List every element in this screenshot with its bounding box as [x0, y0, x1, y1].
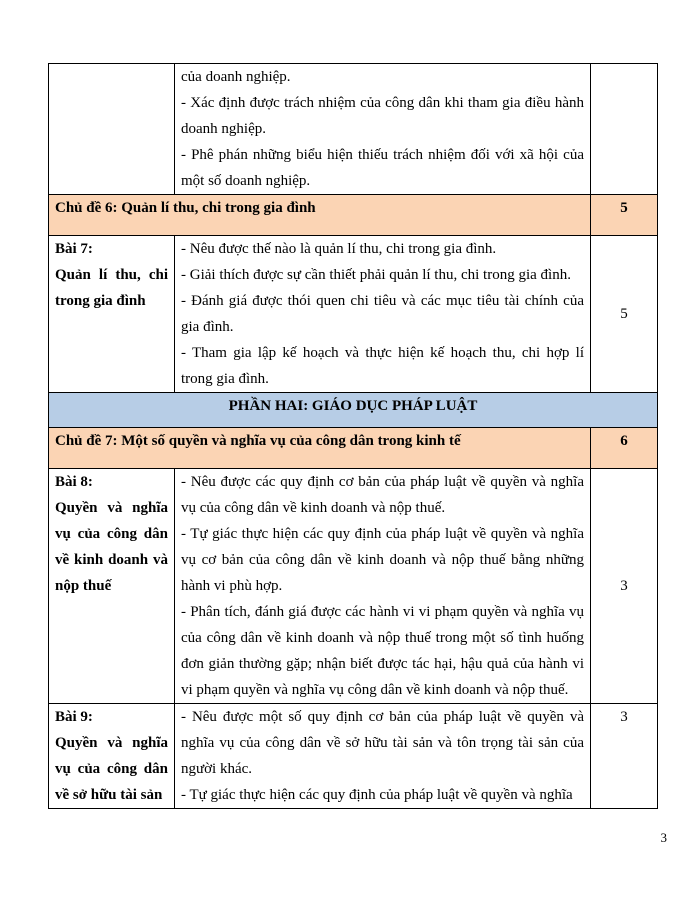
lesson-cell [49, 704, 175, 809]
lesson-periods: 3 [591, 469, 658, 704]
lesson-name: Quyền và nghĩa vụ của công dân về sở hữu tài sản [55, 735, 168, 803]
topic-title: Chủ đề 6: Quản lí thu, chi trong gia đình [49, 195, 591, 236]
topic-row [49, 195, 658, 236]
lesson-cell-empty [49, 64, 175, 195]
objectives-cell [175, 236, 591, 393]
objective-item: - Phân tích, đánh giá được các hành vi vi phạm quyền và nghĩa vụ của công dân về kinh doanh và nộp thuế trong một số tình huống đơn giản thường gặp; nhận biết được tác hại, hậu quả của hành vi vi phạm quyền và nghĩa vụ công dân về kinh doanh và nộp thuế. [181, 604, 584, 698]
part-row [49, 393, 658, 428]
lesson-periods: 5 [591, 236, 658, 393]
objective-item: - Giải thích được sự cần thiết phải quản lí thu, chi trong gia đình. [181, 267, 571, 283]
objective-item: - Tham gia lập kế hoạch và thực hiện kế hoạch thu, chi hợp lí trong gia đình. [181, 345, 584, 387]
objectives-cell [175, 469, 591, 704]
lesson-name: Quản lí thu, chi trong gia đình [55, 267, 168, 309]
topic-title: Chủ đề 7: Một số quyền và nghĩa vụ của công dân trong kinh tế [49, 428, 591, 469]
topic-periods: 5 [591, 195, 658, 236]
lesson-label: Bài 9: [55, 709, 93, 725]
objective-item: - Tự giác thực hiện các quy định của pháp luật về quyền và nghĩa vụ cơ bản của công dân về kinh doanh và nộp thuế bằng những hành vi phù hợp. [181, 526, 584, 594]
objectives-cell [175, 704, 591, 809]
table-row [49, 704, 658, 809]
lesson-label: Bài 7: [55, 241, 93, 257]
objective-item: - Nêu được một số quy định cơ bản của pháp luật về quyền và nghĩa vụ của công dân về sở hữu tài sản và tôn trọng tài sản của người khác. [181, 709, 584, 777]
lesson-cell [49, 236, 175, 393]
lesson-cell [49, 469, 175, 704]
lesson-name: Quyền và nghĩa vụ của công dân về kinh doanh và nộp thuế [55, 500, 168, 594]
topic-periods: 6 [591, 428, 658, 469]
objective-item: - Xác định được trách nhiệm của công dân khi tham gia điều hành doanh nghiệp. [181, 95, 584, 137]
topic-row [49, 428, 658, 469]
lesson-label: Bài 8: [55, 474, 93, 490]
periods-cell-empty [591, 64, 658, 195]
curriculum-table [48, 63, 658, 809]
objectives-cell [175, 64, 591, 195]
table-row [49, 236, 658, 393]
table-row [49, 64, 658, 195]
page-number: 3 [660, 830, 667, 845]
objective-item: - Nêu được thế nào là quản lí thu, chi trong gia đình. [181, 241, 497, 257]
objective-item: của doanh nghiệp. [181, 69, 291, 85]
objective-item: - Đánh giá được thói quen chi tiêu và các mục tiêu tài chính của gia đình. [181, 293, 584, 335]
objective-item: - Phê phán những biểu hiện thiếu trách nhiệm đối với xã hội của một số doanh nghiệp. [181, 147, 584, 189]
table-row [49, 469, 658, 704]
part-title: PHẦN HAI: GIÁO DỤC PHÁP LUẬT [49, 393, 658, 428]
lesson-periods: 3 [591, 704, 658, 809]
objective-item: - Nêu được các quy định cơ bản của pháp luật về quyền và nghĩa vụ của công dân về kinh doanh và nộp thuế. [181, 474, 584, 516]
objective-item: - Tự giác thực hiện các quy định của pháp luật về quyền và nghĩa [181, 787, 573, 803]
